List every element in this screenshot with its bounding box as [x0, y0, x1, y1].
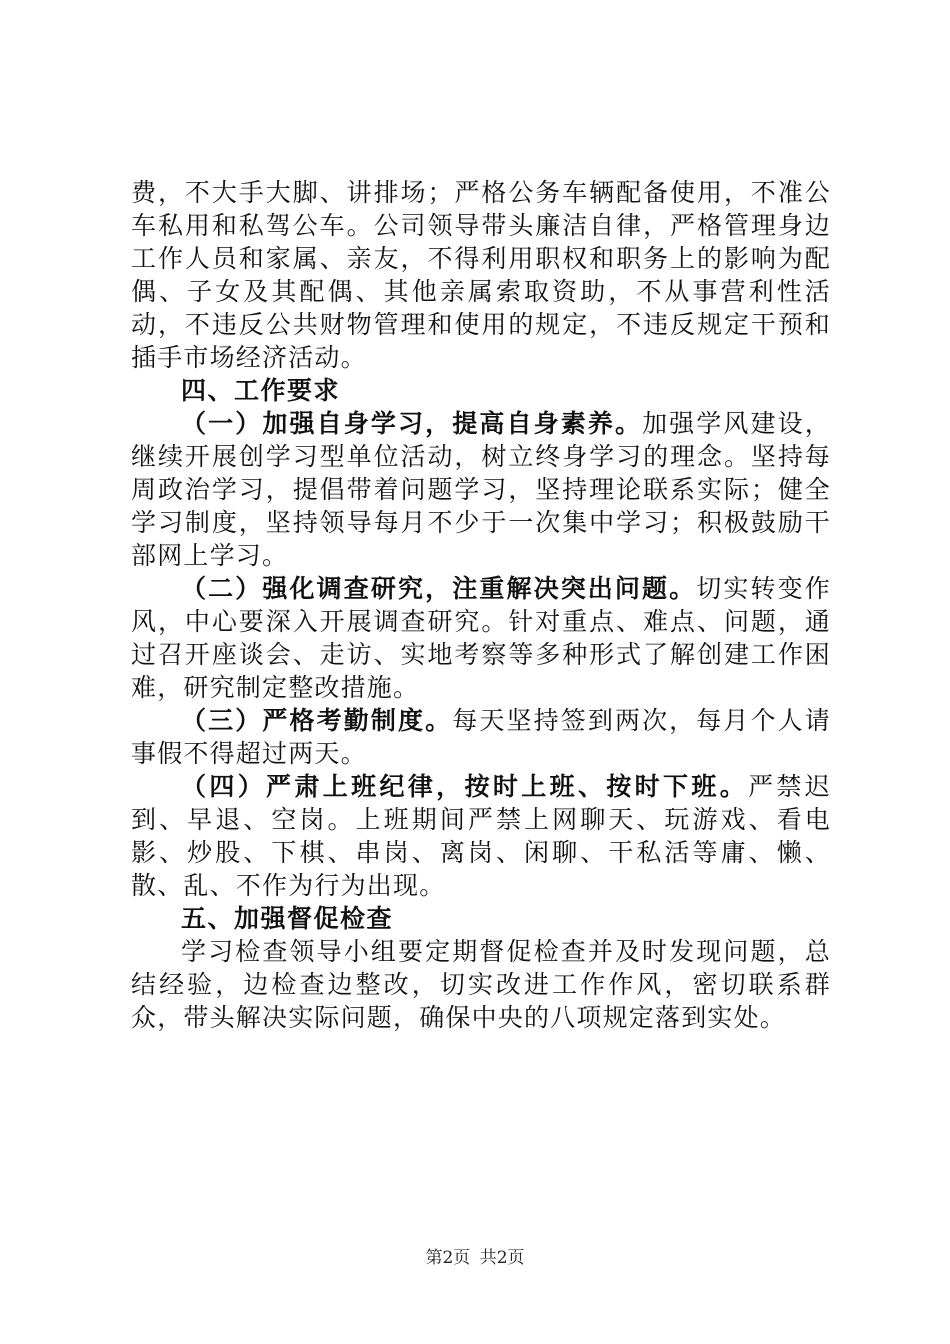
page-total: 共2页 [479, 1248, 525, 1268]
item-lead-3: （三）严格考勤制度。 [181, 706, 453, 735]
document-body [131, 176, 831, 1034]
section-heading-4: 四、工作要求 [181, 376, 341, 405]
item-paragraph-3 [131, 704, 831, 770]
item-lead-4: （四）严肃上班纪律，按时上班、按时下班。 [181, 772, 749, 801]
item-body-1: 加强学风建设，继续开展创学习型单位活动，树立终身学习的理念。坚持每周政治学习，提倡带着问题学习，坚持理论联系实际；健全学习制度，坚持领导每月不少于一次集中学习；积极鼓励干部网上学习。 [131, 409, 831, 570]
continued-paragraph: 费，不大手大脚、讲排场；严格公务车辆配备使用，不准公车私用和私驾公车。公司领导带头廉洁自律，严格管理身边工作人员和家属、亲友，不得利用职权和职务上的影响为配偶、子女及其配偶、其他亲属索取资助，不从事营利性活动，不违反公共财物管理和使用的规定，不违反规定干预和插手市场经济活动。 [131, 178, 831, 372]
item-paragraph-4 [131, 770, 831, 902]
item-paragraph-2 [131, 572, 831, 704]
item-body-4: 严禁迟到、早退、空岗。上班期间严禁上网聊天、玩游戏、看电影、炒股、下棋、串岗、离岗、闲聊、干私活等庸、懒、散、乱、不作为行为出现。 [131, 772, 831, 900]
section-heading-5: 五、加强督促检查 [181, 904, 394, 933]
item-paragraph-1 [131, 407, 831, 572]
item-lead-2: （二）强化调查研究，注重解决突出问题。 [181, 574, 697, 603]
item-lead-1: （一）加强自身学习，提高自身素养。 [181, 409, 643, 438]
section5-paragraph: 学习检查领导小组要定期督促检查并及时发现问题，总结经验，边检查边整改，切实改进工作作风，密切联系群众，带头解决实际问题，确保中央的八项规定落到实处。 [131, 937, 831, 1032]
item-body-2: 切实转变作风，中心要深入开展调查研究。针对重点、难点、问题，通过召开座谈会、走访、实地考察等多种形式了解创建工作困难，研究制定整改措施。 [131, 574, 831, 702]
page-number: 第2页 [425, 1248, 471, 1268]
item-body-3: 每天坚持签到两次，每月个人请事假不得超过两天。 [131, 706, 831, 768]
page-footer [0, 1243, 950, 1268]
